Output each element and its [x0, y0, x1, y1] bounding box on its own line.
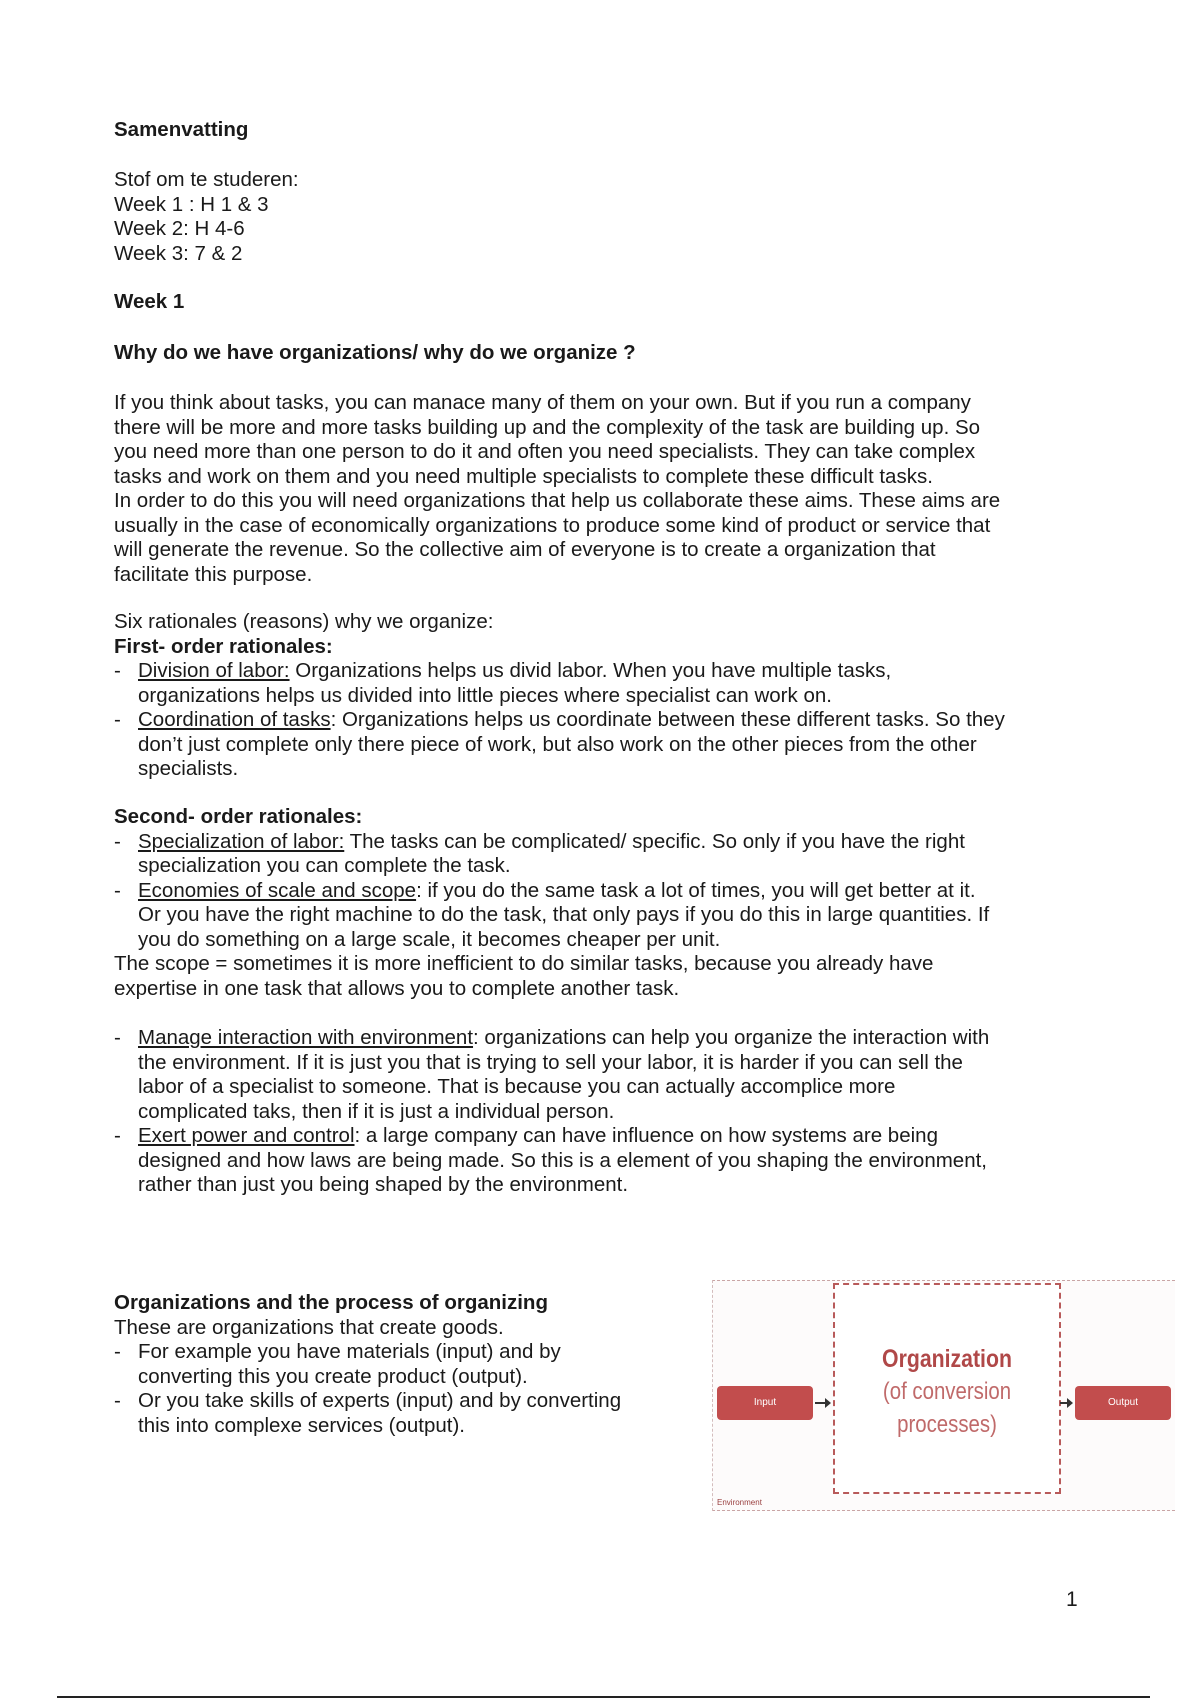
item-continuation: specialists. [138, 757, 239, 780]
dash-bullet: - [114, 1124, 121, 1147]
item-continuation: rather than just you being shaped by the environment. [138, 1173, 629, 1196]
item-continuation: complicated taks, then if it is just a individual person. [138, 1099, 615, 1123]
process-heading: Organizations and the process of organizing [114, 1291, 548, 1314]
dash-bullet: - [114, 1340, 121, 1363]
intro-line: you need more than one person to do it and often you need specialists. They can take complex [114, 440, 976, 463]
environment-label: Environment [717, 1498, 762, 1507]
item-text: : a large company can have influence on how systems are being [354, 1124, 938, 1147]
output-box: Output [1075, 1386, 1171, 1420]
list-item-manage-interaction [114, 1026, 1104, 1124]
item-text: Organizations helps us divid labor. When you have multiple tasks, [289, 659, 892, 682]
organization-subtitle: (of conversion [882, 1378, 1012, 1405]
organization-title: Organization [882, 1345, 1012, 1373]
organization-box [833, 1283, 1061, 1494]
list-item-specialization-of-labor [114, 830, 1104, 879]
item-continuation: labor of a specialist to someone. That is because you can actually accomplice more [138, 1075, 896, 1098]
footer-divider [57, 1696, 1150, 1698]
list-item-exert-power [114, 1124, 1104, 1198]
intro-line: tasks and work on them and you need multiple specialists to complete these difficult tasks. [114, 464, 933, 488]
item-continuation: specialization you can complete the task. [138, 854, 511, 877]
term-division-of-labor: Division of labor: [138, 659, 290, 682]
dash-bullet: - [114, 708, 121, 731]
scope-line: expertise in one task that allows you to complete another task. [114, 976, 680, 1000]
item-text: : organizations can help you organize the interaction with [473, 1026, 990, 1049]
item-text: The tasks can be complicated/ specific. So only if you have the right [344, 829, 965, 853]
doc-title: Samenvatting [114, 118, 249, 141]
study-intro: Stof om te studeren: [114, 168, 299, 191]
first-order-heading: First- order rationales: [114, 634, 333, 658]
intro-line: there will be more and more tasks building up and the complexity of the task are building up. So [114, 415, 981, 439]
item-continuation: you do something on a large scale, it becomes cheaper per unit. [138, 927, 721, 951]
process-intro: These are organizations that create goods. [114, 1315, 504, 1339]
intro-line: will generate the revenue. So the collective aim of everyone is to create a organization that [114, 538, 936, 561]
process-item-text: Or you take skills of experts (input) and by converting [138, 1389, 622, 1412]
process-item-continuation: this into complexe services (output). [138, 1413, 465, 1437]
dash-bullet: - [114, 878, 121, 902]
list-item-economies-of-scale [114, 879, 1104, 953]
organization-diagram [712, 1280, 1175, 1511]
process-item-text: For example you have materials (input) and by [138, 1340, 561, 1363]
study-week-2: Week 2: H 4-6 [114, 217, 245, 240]
dash-bullet: - [114, 1026, 121, 1049]
dash-bullet: - [114, 829, 121, 853]
arrow-right-icon [1060, 1402, 1071, 1404]
why-heading: Why do we have organizations/ why do we organize ? [114, 341, 636, 364]
week-heading: Week 1 [114, 290, 185, 313]
list-item-division-of-labor [114, 659, 1104, 708]
item-continuation: organizations helps us divided into little pieces where specialist can work on. [138, 683, 832, 707]
arrow-right-icon [815, 1402, 829, 1404]
item-continuation: designed and how laws are being made. So this is a element of you shaping the environment, [138, 1148, 987, 1172]
process-item [114, 1340, 684, 1389]
page-number: 1 [1066, 1588, 1078, 1611]
intro-line: usually in the case of economically organizations to produce some kind of product or service that [114, 513, 991, 537]
rationales-section [114, 610, 1104, 782]
organization-subtitle: processes) [897, 1411, 997, 1438]
term-specialization-of-labor: Specialization of labor: [138, 829, 345, 853]
scope-line: The scope = sometimes it is more inefficient to do similar tasks, because you already have [114, 952, 934, 975]
item-text: : if you do the same task a lot of times, you will get better at it. [416, 878, 976, 902]
six-rationales-intro: Six rationales (reasons) why we organize: [114, 610, 494, 633]
second-order-heading: Second- order rationales: [114, 805, 363, 828]
item-text: : Organizations helps us coordinate between these different tasks. So they [330, 708, 1005, 731]
item-continuation: the environment. If it is just you that is trying to sell your labor, it is harder if you can sell the [138, 1050, 963, 1074]
process-item [114, 1389, 684, 1438]
second-order-section [114, 805, 1104, 1001]
intro-paragraph [114, 391, 1104, 587]
item-continuation: Or you have the right machine to do the task, that only pays if you do this in large quantities. If [138, 903, 990, 926]
study-week-3: Week 3: 7 & 2 [114, 241, 243, 265]
environment-section [114, 1026, 1104, 1198]
dash-bullet: - [114, 659, 121, 682]
input-box: Input [717, 1386, 813, 1420]
item-continuation: don’t just complete only there piece of work, but also work on the other pieces from the other [138, 732, 977, 756]
study-material [114, 168, 1104, 266]
process-item-continuation: converting this you create product (output). [138, 1364, 528, 1388]
term-exert-power: Exert power and control [138, 1124, 355, 1147]
term-economies-of-scale: Economies of scale and scope [138, 878, 417, 902]
intro-line: facilitate this purpose. [114, 562, 313, 586]
term-coordination-of-tasks: Coordination of tasks [138, 708, 331, 731]
study-week-1: Week 1 : H 1 & 3 [114, 192, 269, 216]
term-manage-interaction: Manage interaction with environment [138, 1026, 474, 1049]
dash-bullet: - [114, 1389, 121, 1412]
list-item-coordination-of-tasks [114, 708, 1104, 782]
intro-line: If you think about tasks, you can manace many of them on your own. But if you run a company [114, 391, 971, 414]
intro-line: In order to do this you will need organizations that help us collaborate these aims. These aims are [114, 489, 1001, 512]
process-section [114, 1291, 684, 1438]
